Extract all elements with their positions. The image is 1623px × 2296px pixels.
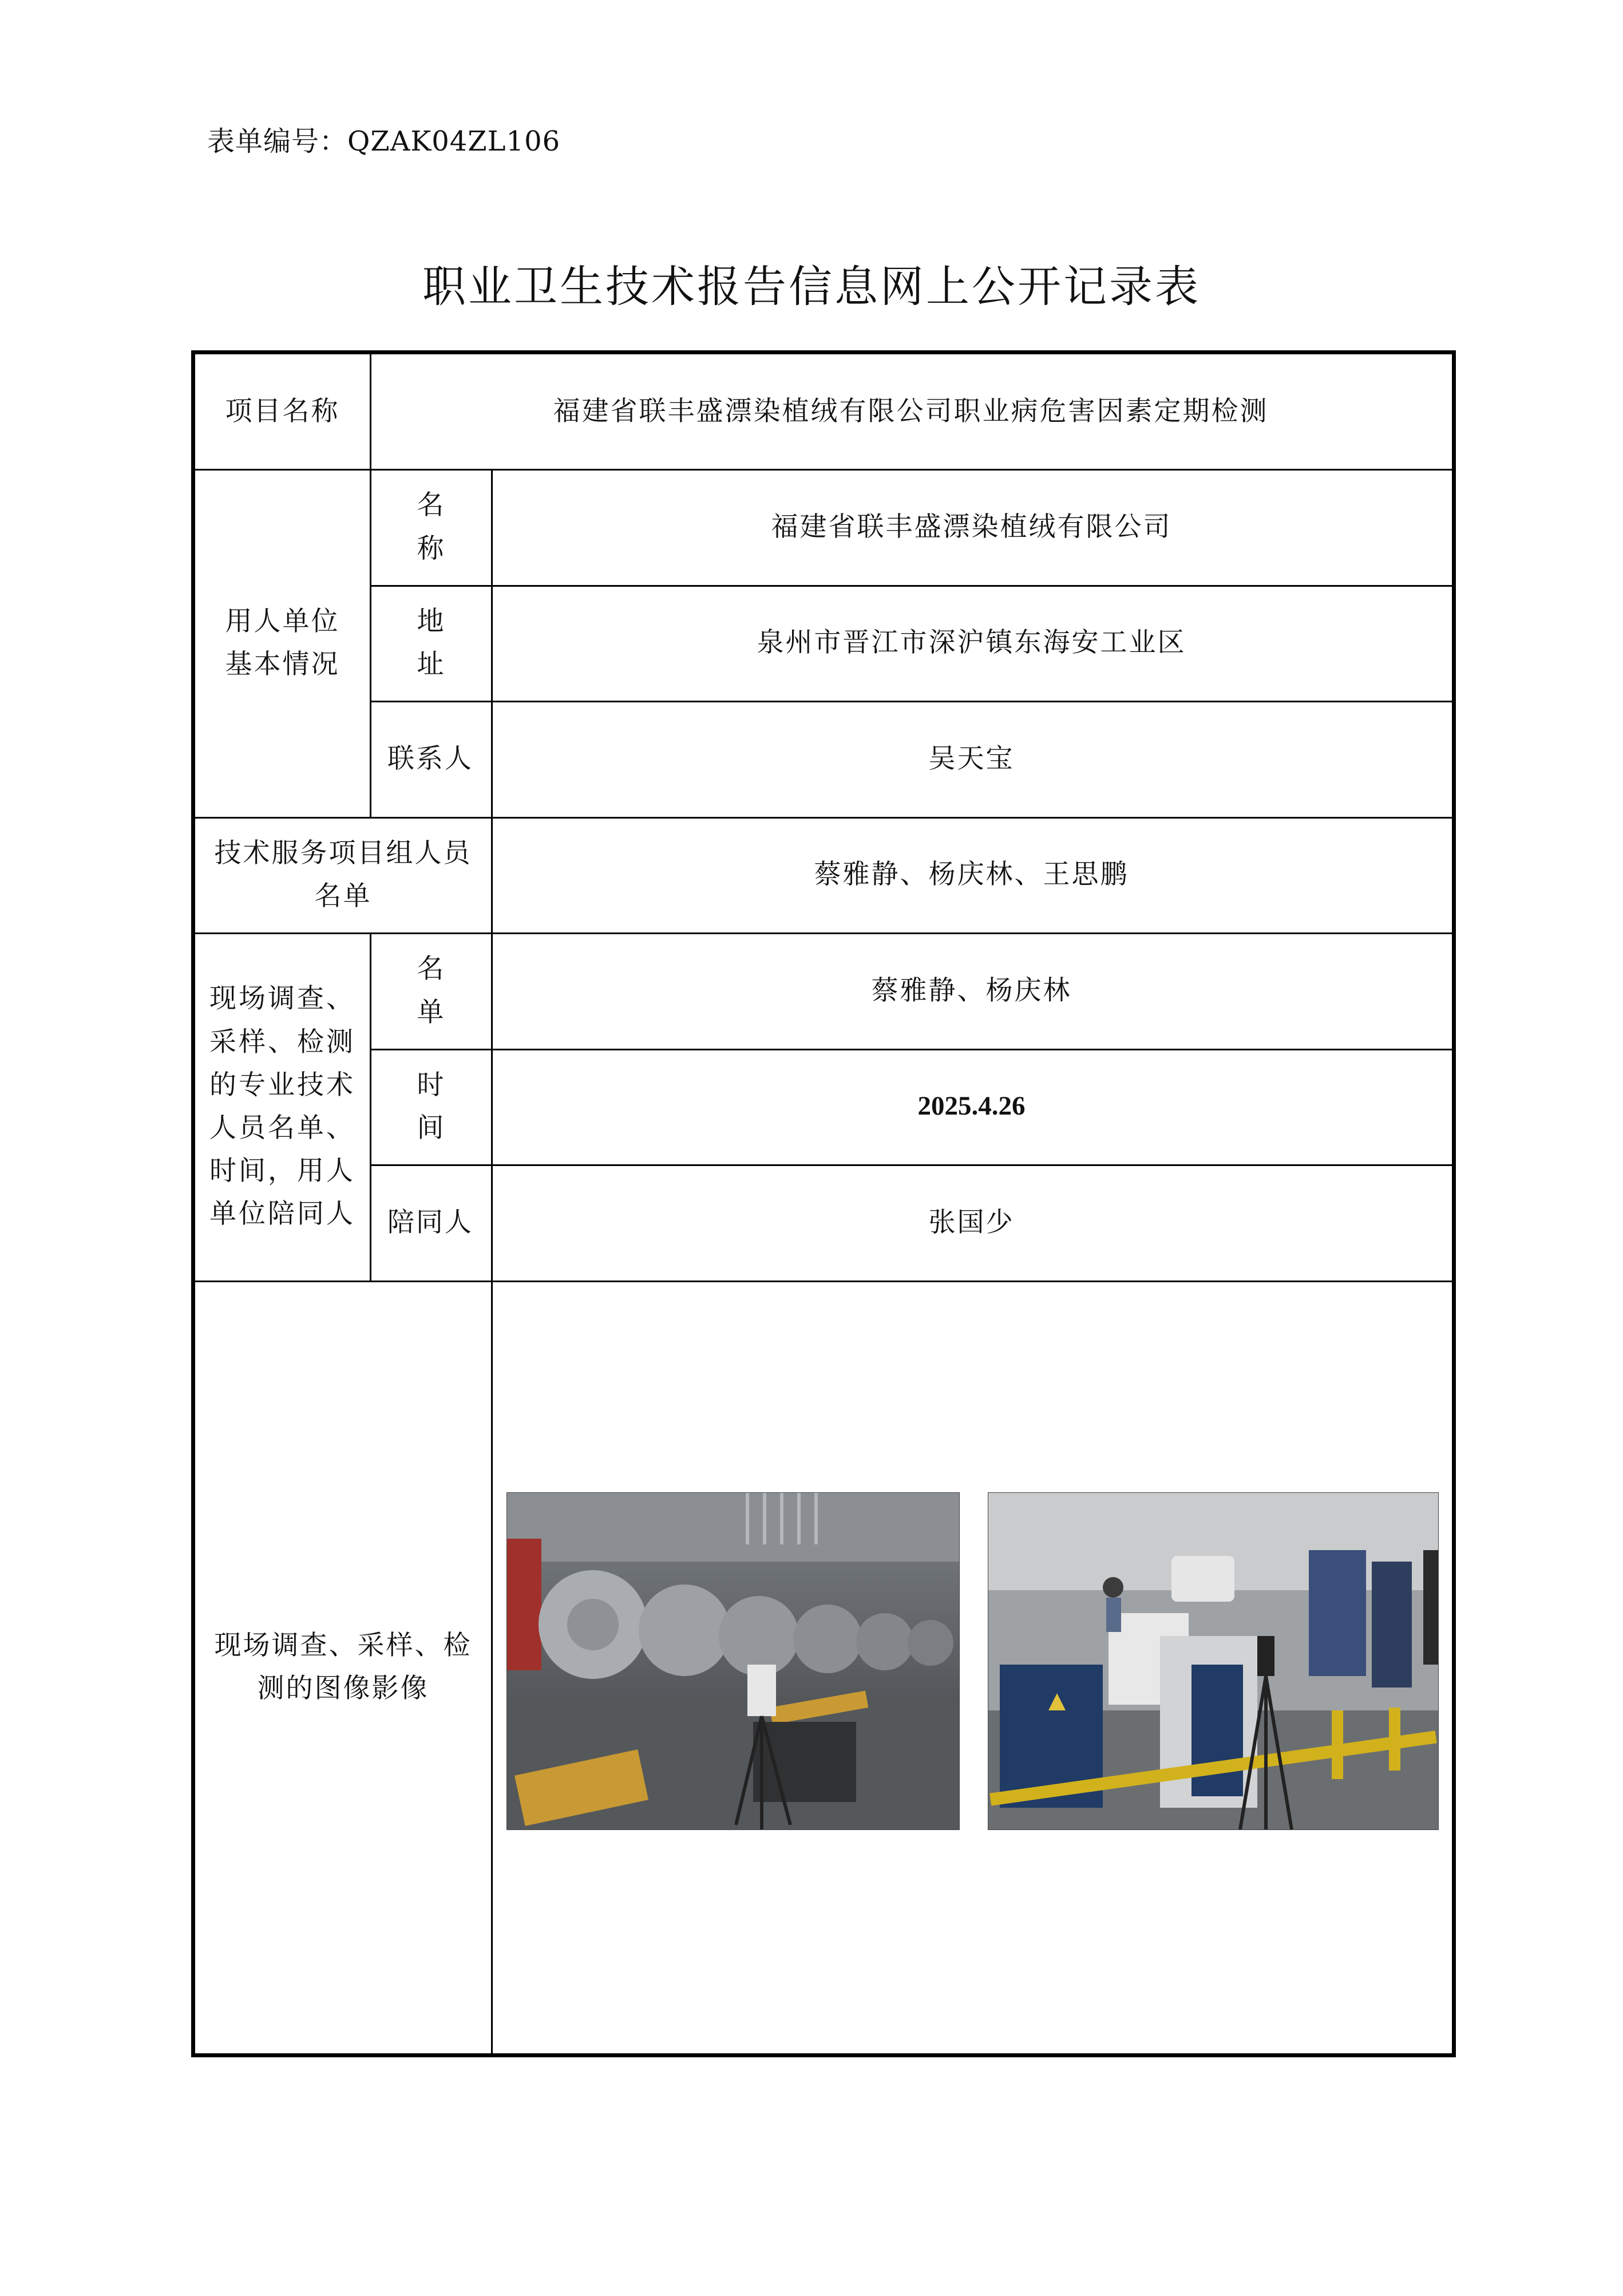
survey-escort-value: 张国少 bbox=[928, 1206, 1015, 1238]
record-table bbox=[191, 350, 1456, 2057]
survey-time-label: 时间 bbox=[417, 1069, 473, 1144]
images-label: 现场调查、采样、检测的图像影像 bbox=[214, 1629, 472, 1704]
project-name-value: 福建省联丰盛漂染植绒有限公司职业病危害因素定期检测 bbox=[553, 396, 1269, 428]
site-photo-dyeing-machines bbox=[506, 1492, 960, 1830]
site-photo-flocking-line bbox=[988, 1492, 1439, 1830]
survey-escort-label: 陪同人 bbox=[387, 1206, 473, 1238]
team-value: 蔡雅静、杨庆林、王思鹏 bbox=[814, 859, 1129, 891]
page-title: 职业卫生技术报告信息网上公开记录表 bbox=[422, 261, 1201, 312]
survey-list-value: 蔡雅静、杨庆林 bbox=[871, 974, 1072, 1006]
employer-address-label: 地址 bbox=[417, 605, 473, 680]
team-label: 技术服务项目组人员名单 bbox=[214, 837, 472, 912]
project-name-label: 项目名称 bbox=[225, 396, 340, 428]
employer-name-value: 福建省联丰盛漂染植绒有限公司 bbox=[771, 511, 1172, 543]
employer-label: 用人单位基本情况 bbox=[225, 605, 340, 680]
employer-address-value: 泉州市晋江市深沪镇东海安工业区 bbox=[757, 627, 1186, 659]
employer-contact-label: 联系人 bbox=[387, 742, 473, 774]
form-number: 表单编号：QZAK04ZL106 bbox=[207, 125, 561, 157]
employer-name-label: 名称 bbox=[417, 489, 473, 564]
survey-label: 现场调查、采样、检测的专业技术人员名单、时间，用人单位陪同人 bbox=[209, 983, 355, 1230]
survey-list-label: 名单 bbox=[417, 953, 473, 1028]
survey-time-value: 2025.4.26 bbox=[917, 1091, 1026, 1121]
employer-contact-value: 吴天宝 bbox=[928, 742, 1015, 774]
